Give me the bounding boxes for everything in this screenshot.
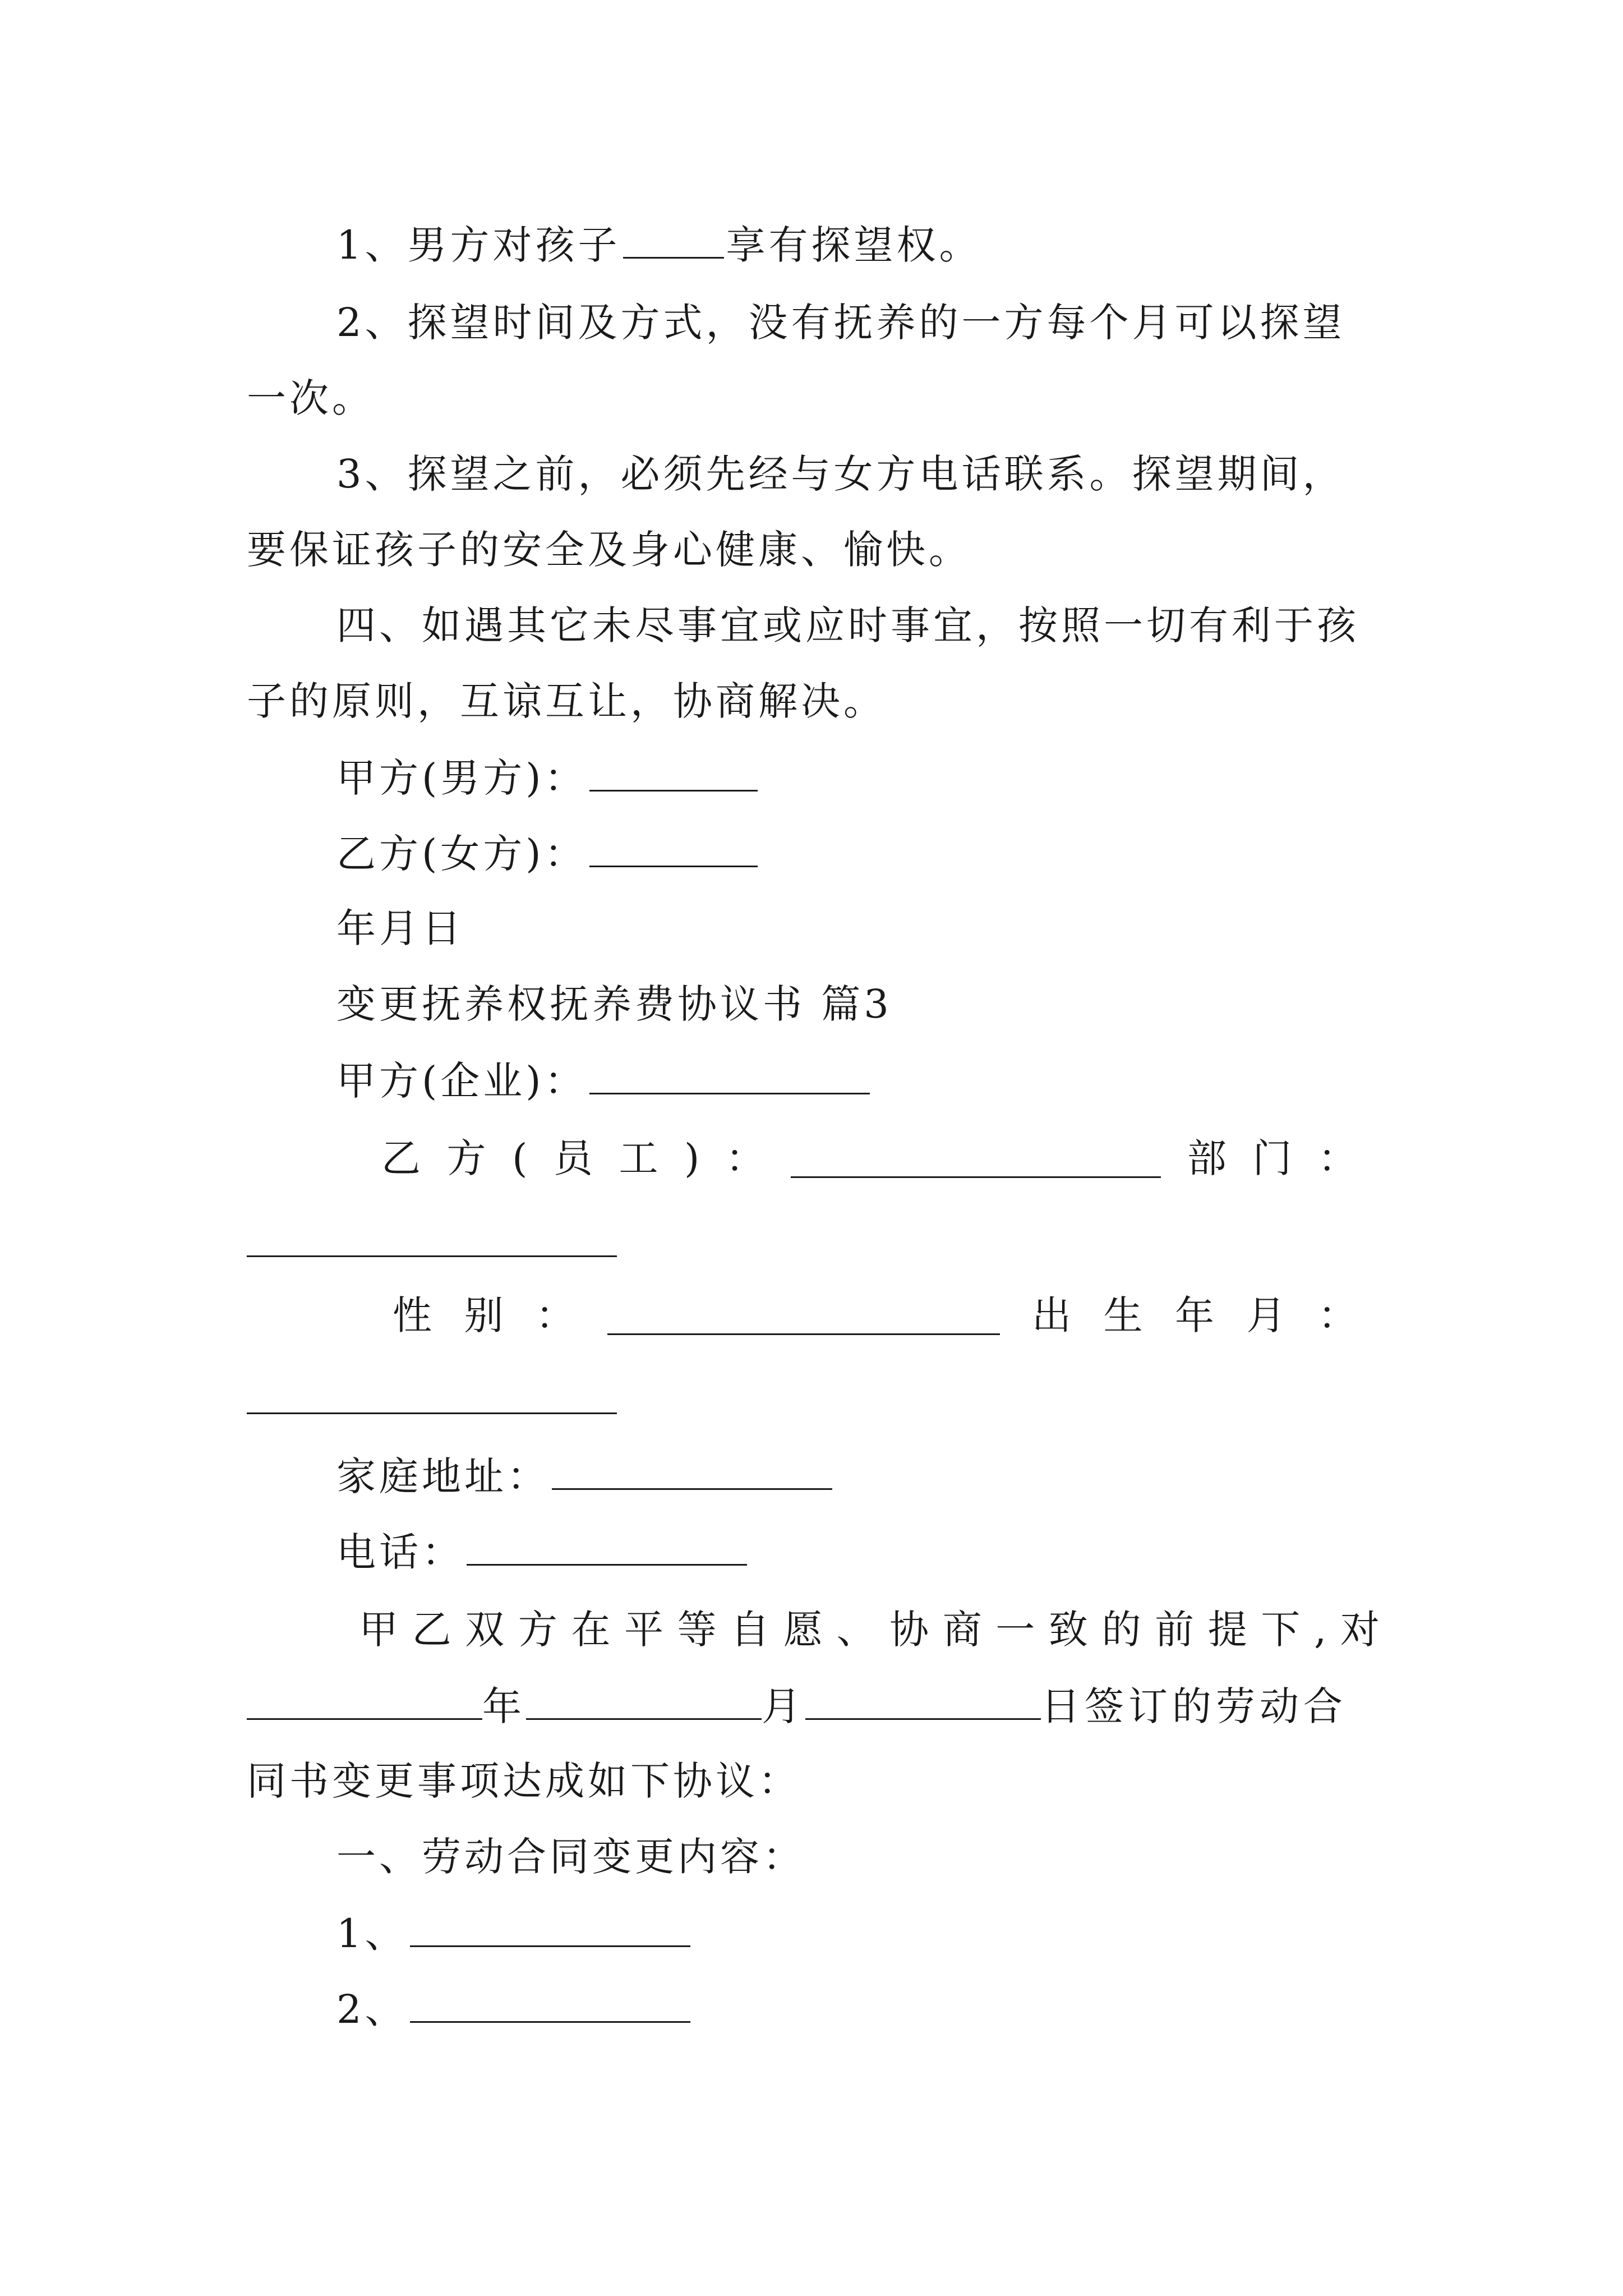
- paragraph-other-matters-cont: [247, 678, 886, 724]
- heading-text: 变更抚养权抚养费协议书 篇3: [336, 981, 892, 1027]
- paragraph-before-visit-cont: [247, 527, 971, 573]
- agree-char: 致: [1048, 1607, 1088, 1653]
- date-text: 年月日: [336, 905, 464, 951]
- agree-char: 下: [1261, 1607, 1301, 1653]
- birth-blank-row: [247, 1380, 617, 1420]
- visitation-right-text: 1、男方对孩子: [336, 222, 621, 268]
- gender-blank[interactable]: [607, 1301, 1000, 1335]
- gender-char-3: ：: [536, 1292, 575, 1338]
- change-item-1-label: 1、: [336, 1911, 408, 1957]
- change-item-1-blank[interactable]: [410, 1913, 690, 1947]
- dept-blank[interactable]: [247, 1223, 617, 1257]
- other-matters-text: 四、如遇其它未尽事宜或应时事宜，按照一切有利于孩: [336, 602, 1359, 648]
- party-a-company-label: 甲方(企业)：: [336, 1058, 587, 1104]
- contract-change-line: [247, 1758, 801, 1804]
- dept-char-3: ：: [1317, 1135, 1357, 1181]
- contract-signed-text: 日签订的劳动合: [1041, 1683, 1347, 1729]
- agree-char: 愿: [783, 1607, 823, 1653]
- birth-char-3: 年: [1175, 1292, 1214, 1338]
- contract-day-blank[interactable]: [805, 1686, 1041, 1720]
- visit-time-text: 2、探望时间及方式，没有抚养的一方每个月可以探望: [336, 300, 1345, 346]
- birth-char-5: ：: [1318, 1292, 1357, 1338]
- agree-char: 平: [624, 1607, 664, 1653]
- party-a-male: [336, 755, 760, 801]
- dept-char-2: 门: [1252, 1135, 1292, 1181]
- home-address: [336, 1453, 834, 1499]
- contract-month-label: 月: [762, 1683, 805, 1729]
- date-line: [336, 905, 464, 951]
- agree-char: 的: [1101, 1607, 1141, 1653]
- party-a-company-blank[interactable]: [589, 1060, 870, 1094]
- agree-char: 协: [889, 1607, 929, 1653]
- phone-label: 电话：: [336, 1529, 464, 1575]
- agree-char: 等: [677, 1607, 717, 1653]
- home-address-label: 家庭地址：: [336, 1453, 550, 1499]
- other-matters-text-cont: 子的原则，互谅互让，协商解决。: [247, 678, 886, 724]
- party-a-company: [336, 1058, 872, 1104]
- agree-char: 乙: [412, 1607, 451, 1653]
- gender-birth-row: [393, 1292, 1357, 1338]
- change-item-2-blank[interactable]: [410, 1989, 690, 2023]
- party-b-female-label: 乙方(女方)：: [336, 831, 587, 877]
- agree-char: 商: [942, 1607, 982, 1653]
- employee-char-7: ：: [725, 1135, 765, 1181]
- agree-char: ,: [1313, 1607, 1327, 1653]
- employee-char-4: 员: [553, 1135, 593, 1181]
- party-a-male-blank[interactable]: [589, 757, 758, 792]
- section-one-text: 一、劳动合同变更内容：: [336, 1834, 805, 1880]
- agree-char: 自: [730, 1607, 770, 1653]
- agree-char: 双: [465, 1607, 505, 1653]
- party-b-employee-row: [381, 1135, 1357, 1181]
- contract-date-row: [247, 1683, 1347, 1729]
- agree-char: 一: [995, 1607, 1035, 1653]
- change-item-2-label: 2、: [336, 1986, 408, 2032]
- gender-char-2: 别: [464, 1292, 504, 1338]
- birth-char-1: 出: [1032, 1292, 1071, 1338]
- paragraph-visit-time-cont: [247, 375, 375, 421]
- party-b-female: [336, 831, 760, 877]
- before-visit-text: 3、探望之前，必须先经与女方电话联系。探望期间，: [336, 451, 1345, 497]
- employee-char-3: (: [512, 1135, 528, 1181]
- agree-char: 对: [1340, 1607, 1380, 1653]
- agreement-intro-row: [359, 1607, 1380, 1653]
- agree-char: 提: [1207, 1607, 1247, 1653]
- employee-char-6: ): [684, 1135, 700, 1181]
- home-address-blank[interactable]: [552, 1456, 832, 1490]
- dept-char-1: 部: [1187, 1135, 1227, 1181]
- employee-char-1: 乙: [381, 1135, 421, 1181]
- paragraph-visit-time: [336, 300, 1345, 346]
- paragraph-other-matters: [336, 602, 1359, 648]
- party-a-male-label: 甲方(男方)：: [336, 755, 587, 801]
- visitation-right-text-end: 享有探望权。: [726, 222, 982, 268]
- party-b-female-blank[interactable]: [589, 833, 758, 867]
- section-heading: [336, 981, 892, 1027]
- agree-char: 在: [571, 1607, 611, 1653]
- birth-char-2: 生: [1103, 1292, 1143, 1338]
- change-item-2: [336, 1986, 693, 2032]
- agree-char: 甲: [359, 1607, 398, 1653]
- agree-char: 、: [836, 1607, 876, 1653]
- contract-year-blank[interactable]: [247, 1686, 482, 1720]
- birth-blank[interactable]: [247, 1380, 617, 1414]
- employee-char-5: 工: [619, 1135, 658, 1181]
- blank-field[interactable]: [623, 224, 724, 259]
- employee-char-2: 方: [446, 1135, 486, 1181]
- change-item-1: [336, 1911, 693, 1957]
- phone: [336, 1529, 749, 1575]
- visit-time-text-cont: 一次。: [247, 375, 375, 421]
- paragraph-before-visit: [336, 451, 1345, 497]
- paragraph-visitation-right: [336, 222, 982, 268]
- section-one: [336, 1834, 805, 1880]
- agree-char: 前: [1155, 1607, 1195, 1653]
- dept-blank-row: [247, 1223, 617, 1263]
- before-visit-text-cont: 要保证孩子的安全及身心健康、愉快。: [247, 527, 971, 573]
- contract-month-blank[interactable]: [526, 1686, 762, 1720]
- birth-char-4: 月: [1246, 1292, 1286, 1338]
- contract-year-label: 年: [482, 1683, 526, 1729]
- contract-change-text: 同书变更事项达成如下协议：: [247, 1758, 801, 1804]
- agree-char: 方: [518, 1607, 557, 1653]
- gender-char-1: 性: [393, 1292, 432, 1338]
- employee-name-blank[interactable]: [791, 1144, 1161, 1178]
- phone-blank[interactable]: [467, 1531, 747, 1566]
